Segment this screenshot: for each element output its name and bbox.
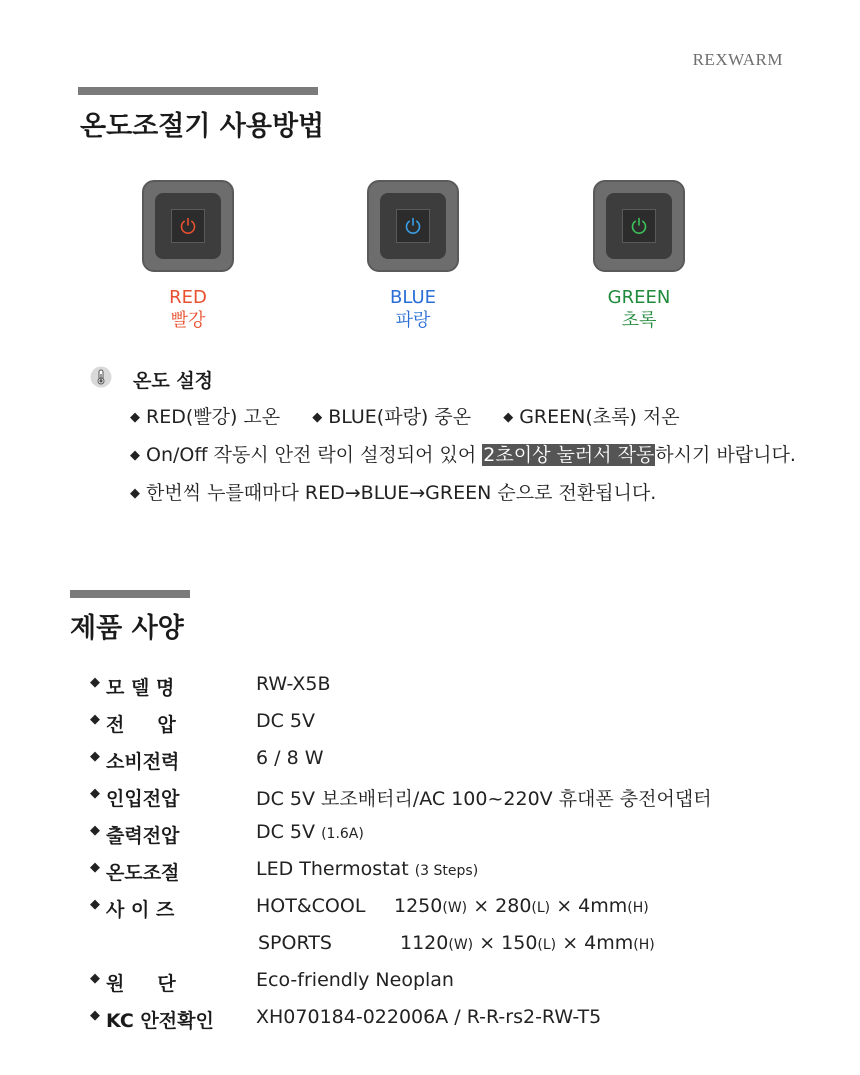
times-sign: × [556, 895, 573, 917]
spec-key-label: 원 단 [106, 973, 176, 995]
spec-key [90, 858, 250, 885]
section-bar [78, 87, 318, 95]
blue-button-group [367, 180, 459, 331]
safety-text: On/Off 작동시 안전 락이 설정되어 있어 [146, 444, 483, 466]
spec-value-text: DC 5V [256, 710, 316, 732]
info-line-safety-lock [130, 440, 796, 467]
section-title-usage: 온도조절기 사용방법 [80, 111, 325, 142]
size-width-unit: (W) [442, 900, 468, 916]
size-length: 150 [501, 932, 538, 954]
times-sign: × [562, 932, 579, 954]
diamond-bullet-icon: ◆ [90, 860, 100, 875]
spec-value [256, 895, 649, 917]
size-model-name: HOT&COOL [256, 895, 366, 917]
label-ko: 파랑 [395, 310, 431, 331]
temp-setting-heading: 온도 설정 [133, 370, 214, 392]
diamond-bullet-icon: ◆ [312, 410, 323, 425]
diamond-bullet-icon: ◆ [130, 410, 140, 425]
spec-key [90, 821, 250, 848]
spec-value-text: 6 / 8 W [256, 747, 324, 769]
spec-key-label: 인입전압 [106, 788, 180, 810]
spec-value-note: (1.6A) [321, 826, 364, 842]
spec-key [90, 784, 250, 811]
blue-power-button[interactable] [367, 180, 459, 272]
thermometer-icon [90, 366, 112, 388]
diamond-bullet-icon: ◆ [90, 712, 100, 727]
info-line-cycle [130, 478, 656, 505]
spec-value-text: DC 5V 보조배터리/AC 100~220V 휴대폰 충전어댑터 [256, 788, 712, 810]
safety-text-end: 하시기 바랍니다. [655, 444, 796, 466]
diamond-bullet-icon: ◆ [130, 448, 140, 463]
spec-value [256, 784, 712, 811]
diamond-bullet-icon: ◆ [90, 749, 100, 764]
diamond-bullet-icon: ◆ [90, 897, 100, 912]
spec-value [256, 932, 655, 954]
cycle-text: 한번씩 누를때마다 RED→BLUE→GREEN 순으로 전환됩니다. [146, 482, 657, 504]
diamond-bullet-icon: ◆ [90, 823, 100, 838]
info-line-temps [130, 402, 680, 429]
spec-value-text: XH070184-022006A / R-R-rs2-RW-T5 [256, 1006, 602, 1028]
size-length-unit: (L) [537, 937, 557, 953]
spec-value [256, 1006, 601, 1028]
spec-key-label: 온도조절 [106, 862, 180, 884]
size-width-unit: (W) [448, 937, 474, 953]
label-ko: 초록 [621, 310, 657, 331]
red-power-button[interactable] [142, 180, 234, 272]
spec-value-note: (3 Steps) [414, 863, 479, 879]
spec-key [90, 969, 250, 996]
spec-value [256, 858, 478, 880]
size-width: 1120 [400, 932, 449, 954]
temp-low: GREEN(초록) 저온 [519, 406, 680, 428]
spec-value-text: LED Thermostat [256, 858, 409, 880]
brand-logo: REXWARM [692, 50, 783, 69]
red-label [112, 286, 264, 332]
spec-key [90, 747, 250, 774]
spec-key [90, 673, 250, 700]
label-en: BLUE [389, 287, 437, 308]
size-length: 280 [495, 895, 532, 917]
diamond-bullet-icon: ◆ [503, 410, 514, 425]
spec-key [90, 1006, 250, 1033]
size-width: 1250 [394, 895, 443, 917]
spec-value [256, 821, 364, 843]
diamond-bullet-icon: ◆ [90, 1008, 100, 1023]
label-ko: 빨강 [170, 310, 206, 331]
spec-value-text: DC 5V [256, 821, 316, 843]
size-model-name: SPORTS [258, 932, 332, 954]
section-title-specs: 제품 사양 [70, 613, 184, 644]
label-en: GREEN [607, 287, 671, 308]
spec-key-label: KC 안전확인 [106, 1010, 214, 1032]
spec-value [256, 969, 454, 991]
spec-value [256, 747, 323, 769]
spec-key-label: 전 압 [106, 714, 176, 736]
times-sign: × [473, 895, 490, 917]
spec-key [90, 710, 250, 737]
size-height: 4mm [578, 895, 628, 917]
button-inner [606, 193, 672, 259]
spec-key-label: 모 델 명 [106, 677, 175, 699]
diamond-bullet-icon: ◆ [130, 486, 140, 501]
diamond-bullet-icon: ◆ [90, 971, 100, 986]
size-length-unit: (L) [531, 900, 551, 916]
temp-high: RED(빨강) 고온 [146, 406, 281, 428]
green-button-group [593, 180, 685, 331]
diamond-bullet-icon: ◆ [90, 675, 100, 690]
spec-key [90, 895, 250, 922]
power-icon [178, 216, 198, 236]
highlight-text: 2초이상 눌러서 작동 [483, 444, 655, 466]
green-power-button[interactable] [593, 180, 685, 272]
power-icon [403, 216, 423, 236]
button-inner [380, 193, 446, 259]
label-en: RED [169, 287, 207, 308]
size-height-unit: (H) [627, 900, 649, 916]
button-face [171, 209, 205, 243]
button-face [396, 209, 430, 243]
button-inner [155, 193, 221, 259]
blue-label [337, 286, 489, 332]
red-button-group [142, 180, 234, 331]
button-face [622, 209, 656, 243]
spec-value-text: RW-X5B [256, 673, 331, 695]
spec-value-text: Eco-friendly Neoplan [256, 969, 454, 991]
section-bar [70, 590, 190, 598]
size-height-unit: (H) [633, 937, 655, 953]
spec-key-label: 사 이 즈 [106, 899, 175, 921]
size-height: 4mm [584, 932, 634, 954]
spec-value [256, 710, 315, 732]
times-sign: × [479, 932, 496, 954]
power-icon [629, 216, 649, 236]
green-label [563, 286, 715, 332]
spec-key-label: 소비전력 [106, 751, 180, 773]
diamond-bullet-icon: ◆ [90, 786, 100, 801]
spec-value [256, 673, 331, 695]
temp-mid: BLUE(파랑) 중온 [328, 406, 472, 428]
spec-key-label: 출력전압 [106, 825, 180, 847]
